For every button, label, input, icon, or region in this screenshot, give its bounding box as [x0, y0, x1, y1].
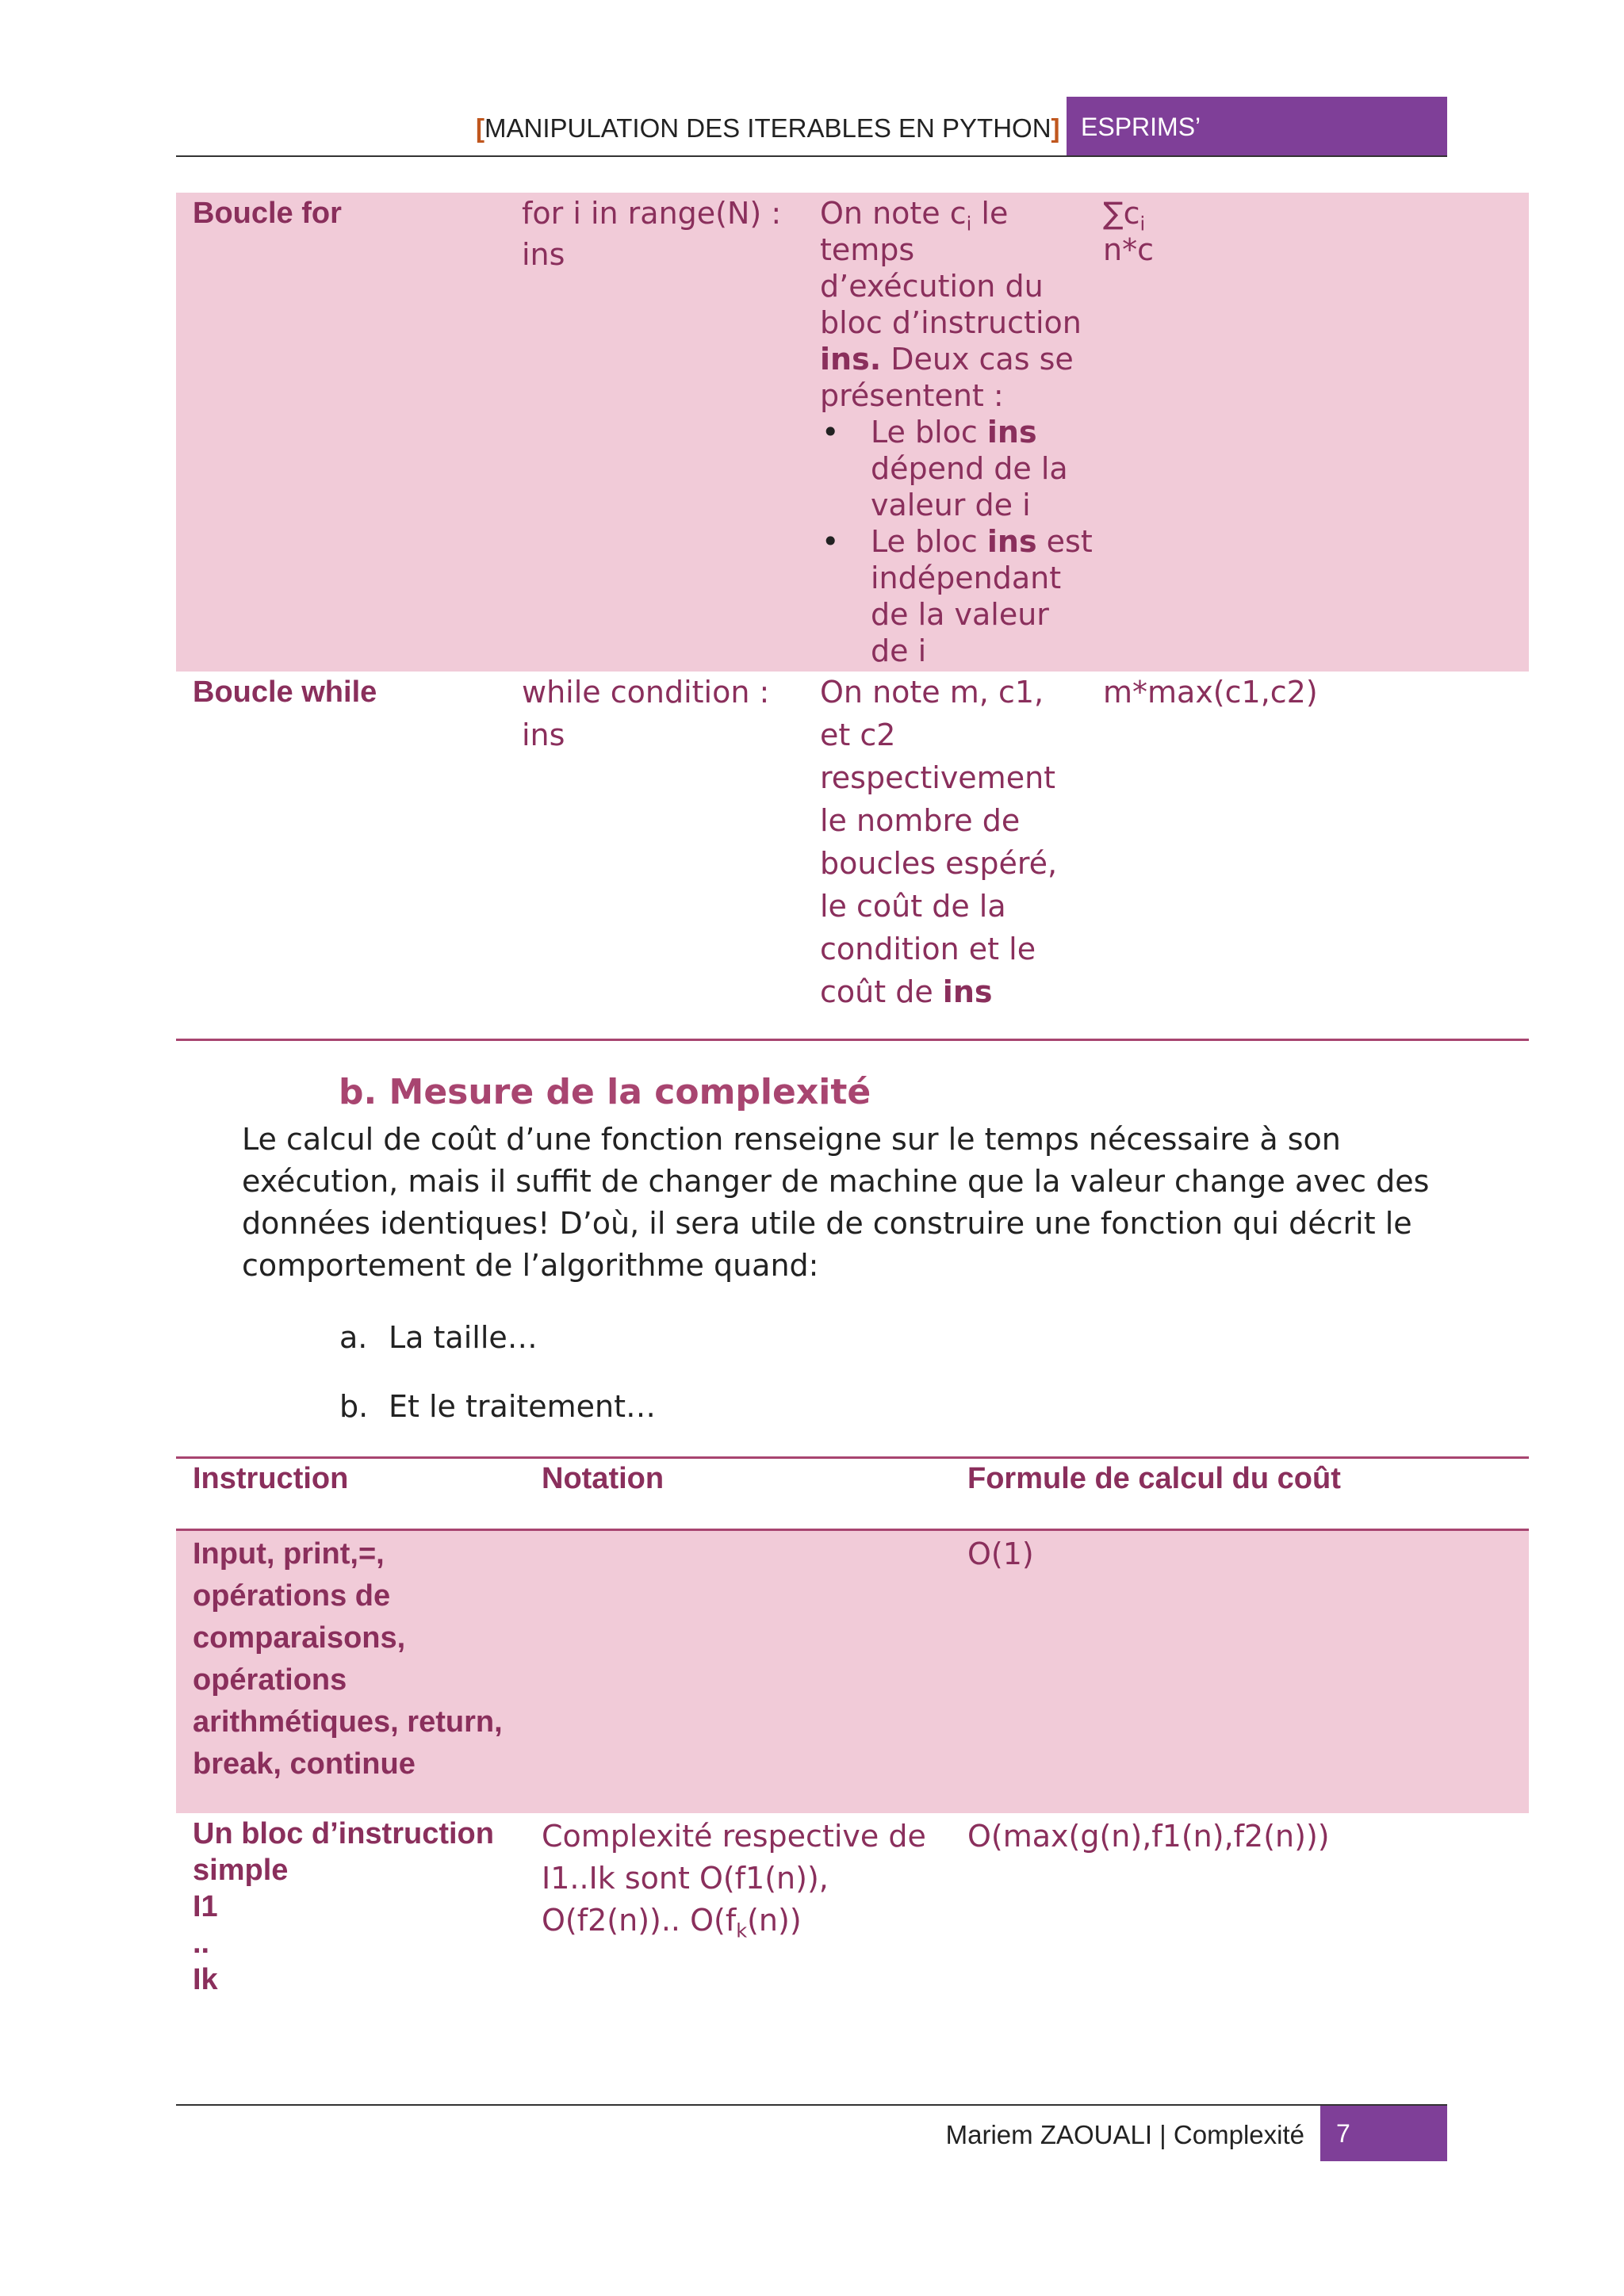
footer-rule [176, 2104, 1447, 2106]
row-cost-for-1: $\sum c_i$ [1103, 196, 1146, 235]
row-desc-for-5: ins. Deux cas se [820, 342, 1074, 377]
row-label-while: Boucle while [193, 675, 377, 709]
bullet-dot: • [822, 415, 840, 450]
row1-label-6: break, continue [193, 1747, 416, 1781]
row-label-for: Boucle for [193, 197, 342, 230]
bullet-dot: • [822, 524, 840, 559]
row-desc-for-4: bloc d’instruction [820, 305, 1082, 340]
bullet-1-line-1: Le bloc ins [871, 415, 1037, 450]
header-tag: ESPRIMS’ [1067, 97, 1447, 157]
table2-top-rule [176, 1456, 1529, 1459]
list-item-text: Et le traitement… [389, 1389, 657, 1424]
row2-label-4: .. [193, 1927, 210, 1960]
row-desc-while-5: boucles espéré, [820, 846, 1058, 881]
section-paragraph-line-2: exécution, mais il suffit de changer de machine que la valeur change avec des [242, 1164, 1430, 1199]
header-title-text: MANIPULATION DES ITERABLES EN PYTHON [485, 113, 1051, 143]
row-desc-while-2: et c2 [820, 718, 896, 752]
section-title: b. Mesure de la complexité [339, 1072, 871, 1112]
section-paragraph-line-3: données identiques! D’où, il sera utile de construire une fonction qui décrit le [242, 1206, 1412, 1241]
bullet-2-line-2: indépendant [871, 561, 1062, 595]
bullet-2-line-1: Le bloc ins est [871, 524, 1093, 559]
table-header-formula: Formule de calcul du coût [967, 1462, 1341, 1495]
list-item-marker: a. [339, 1320, 368, 1355]
row-syntax-for-1: for i in range(N) : [522, 196, 782, 231]
row1-label-1: Input, print,=, [193, 1537, 385, 1571]
row1-label-5: arithmétiques, return, [193, 1705, 503, 1739]
header-title: [MANIPULATION DES ITERABLES EN PYTHON] [476, 113, 1060, 143]
row-desc-while-6: le coût de la [820, 889, 1006, 924]
list-item-text: La taille… [389, 1320, 538, 1355]
row-desc-for-1: On note $c_i$ le [820, 196, 1009, 235]
row2-notation-3: O(f2(n)).. $O(f_k(n))$ [542, 1903, 802, 1942]
row2-notation-1: Complexité respective de [542, 1819, 926, 1854]
row2-label-1: Un bloc d’instruction [193, 1817, 494, 1850]
row-desc-while-8: coût de ins [820, 974, 993, 1009]
row-desc-while-3: respectivement [820, 760, 1056, 795]
row-desc-for-2: temps [820, 232, 915, 267]
row-desc-while-7: condition et le [820, 932, 1036, 966]
row-syntax-while-2: ins [522, 718, 565, 752]
row-syntax-while-1: while condition : [522, 675, 770, 710]
row-desc-while-4: le nombre de [820, 803, 1021, 838]
row1-label-2: opérations de [193, 1579, 391, 1613]
row1-label-3: comparaisons, [193, 1621, 406, 1655]
bullet-1-line-3: valeur de i [871, 488, 1031, 522]
bullet-1-line-2: dépend de la [871, 451, 1068, 486]
row1-formula: O(1) [967, 1536, 1034, 1571]
table-header-instruction: Instruction [193, 1462, 349, 1495]
list-item-marker: b. [339, 1389, 369, 1424]
footer-page-number: 7 [1320, 2106, 1447, 2161]
bullet-2-line-4: de i [871, 633, 927, 668]
row2-formula: O(max(g(n),f1(n),f2(n))) [967, 1819, 1330, 1854]
row2-notation-2: I1..Ik sont O(f1(n)), [542, 1861, 829, 1896]
row-cost-while: m*max(c1,c2) [1103, 675, 1318, 710]
row-desc-for-6: présentent : [820, 378, 1004, 413]
header-rule [176, 155, 1447, 157]
row1-label-4: opérations [193, 1663, 347, 1697]
row2-label-5: Ik [193, 1963, 218, 1996]
table1-bottom-rule [176, 1039, 1529, 1041]
bullet-2-line-3: de la valeur [871, 597, 1049, 632]
row2-label-3: I1 [193, 1890, 218, 1923]
row-syntax-for-2: ins [522, 237, 565, 272]
section-paragraph-line-4: comportement de l’algorithme quand: [242, 1248, 819, 1283]
row-desc-for-3: d’exécution du [820, 269, 1044, 304]
row-desc-while-1: On note m, c1, [820, 675, 1044, 710]
table-header-notation: Notation [542, 1462, 665, 1495]
section-paragraph-line-1: Le calcul de coût d’une fonction renseigne sur le temps nécessaire à son [242, 1122, 1341, 1157]
row-cost-for-2: n*c [1103, 232, 1154, 267]
row2-label-2: simple [193, 1854, 289, 1887]
footer-author: Mariem ZAOUALI | Complexité [945, 2120, 1304, 2149]
